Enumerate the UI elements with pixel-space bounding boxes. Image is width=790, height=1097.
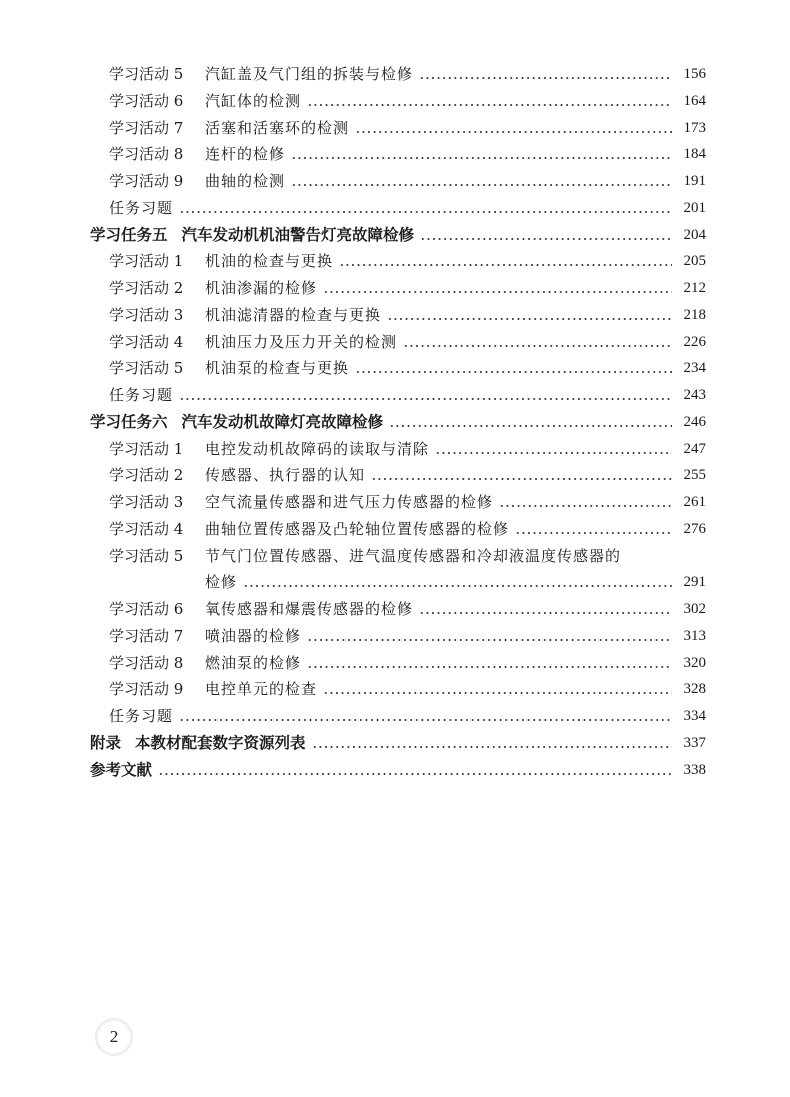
dot-leader xyxy=(420,238,672,240)
toc-entry-title: 电控单元的检查 xyxy=(205,680,318,699)
toc-entry-page: 201 xyxy=(683,199,706,216)
toc-entry[interactable] xyxy=(109,84,706,111)
toc-entry-page: 334 xyxy=(683,708,706,724)
toc-entry-page: 328 xyxy=(683,681,706,698)
toc-entry-title: 曲轴位置传感器及凸轮轴位置传感器的检修 xyxy=(205,519,510,538)
toc-entry-label: 学习活动 1 xyxy=(109,252,184,271)
toc-entry[interactable] xyxy=(109,57,706,84)
toc-entry-label: 学习活动 8 xyxy=(109,653,184,672)
toc-entry-page: 337 xyxy=(683,734,706,751)
toc-entry-label: 学习活动 8 xyxy=(109,145,184,164)
toc-entry-label: 学习活动 9 xyxy=(109,172,184,190)
dot-leader xyxy=(179,719,672,721)
dot-leader xyxy=(389,425,672,427)
toc-entry-title: 节气门位置传感器、进气温度传感器和冷却液温度传感器的 xyxy=(205,546,622,565)
page-number: 2 xyxy=(109,1027,119,1046)
toc-entry-title: 任务习题 xyxy=(109,707,174,725)
toc-entry-page: 164 xyxy=(683,92,706,109)
toc-entry-page: 191 xyxy=(683,173,706,189)
dot-leader xyxy=(435,452,672,454)
dot-leader xyxy=(291,157,672,159)
toc-entry[interactable] xyxy=(109,325,706,352)
dot-leader xyxy=(339,264,672,266)
dot-leader xyxy=(307,639,672,641)
dot-leader xyxy=(355,371,672,373)
toc-entry-title: 传感器、执行器的认知 xyxy=(205,466,366,485)
toc-entry-page: 204 xyxy=(683,226,706,243)
toc-entry-page: 184 xyxy=(683,146,706,163)
toc-entry-page: 156 xyxy=(683,66,706,82)
dot-leader xyxy=(179,398,672,400)
toc-entry-title: 氧传感器和爆震传感器的检修 xyxy=(205,600,414,618)
toc-entry-label: 学习活动 3 xyxy=(109,493,184,511)
toc-entry-page: 212 xyxy=(683,280,706,296)
toc-task-label: 学习任务五 xyxy=(90,224,168,244)
toc-references[interactable] xyxy=(90,753,706,780)
toc-appendix[interactable] xyxy=(90,726,706,753)
toc-task-title: 汽车发动机故障灯亮故障检修 xyxy=(181,411,384,431)
toc-entry-page: 313 xyxy=(683,627,706,644)
toc-entry[interactable] xyxy=(109,298,706,325)
dot-leader xyxy=(158,773,672,775)
toc-entry-title: 机油泵的检查与更换 xyxy=(205,359,350,378)
toc-task-label: 学习任务六 xyxy=(90,411,168,431)
toc-entry-label: 学习活动 7 xyxy=(109,626,184,645)
toc-entry-label: 学习活动 4 xyxy=(109,519,184,538)
dot-leader xyxy=(499,505,672,507)
dot-leader xyxy=(371,478,672,480)
toc-entry-label: 学习活动 6 xyxy=(109,600,184,618)
dot-leader xyxy=(515,532,672,534)
toc-entry-page: 205 xyxy=(683,253,706,270)
toc-entry-label: 学习活动 1 xyxy=(109,439,184,458)
toc-task-title: 汽车发动机机油警告灯亮故障检修 xyxy=(181,224,415,244)
toc-entry-page: 247 xyxy=(683,440,706,457)
dot-leader xyxy=(355,131,672,133)
toc-entry-label: 学习活动 2 xyxy=(109,279,184,297)
toc-entry-page: 276 xyxy=(683,520,706,537)
toc-entry-page: 255 xyxy=(683,467,706,484)
toc-entry-exercises[interactable] xyxy=(109,378,706,405)
toc-entry-title: 机油的检查与更换 xyxy=(205,252,334,271)
toc-entry-title: 任务习题 xyxy=(109,198,174,217)
toc-entry-label: 学习活动 9 xyxy=(109,680,184,699)
dot-leader xyxy=(307,666,672,668)
dot-leader xyxy=(323,291,672,293)
toc-entry-label: 学习活动 5 xyxy=(109,546,184,565)
toc-entry-title: 连杆的检修 xyxy=(205,145,286,164)
toc-entry-continued[interactable] xyxy=(205,565,706,592)
toc-entry-page: 243 xyxy=(683,387,706,403)
dot-leader xyxy=(307,104,672,106)
toc-entry[interactable] xyxy=(109,351,706,378)
toc-entry-label: 学习活动 5 xyxy=(109,65,184,83)
toc-entry[interactable] xyxy=(109,111,706,138)
toc-entry-page: 338 xyxy=(683,761,706,778)
toc-entry-page: 173 xyxy=(683,119,706,136)
toc-entry-page: 291 xyxy=(683,574,706,591)
dot-leader xyxy=(387,318,672,320)
toc-entry-page: 234 xyxy=(683,360,706,377)
toc-entry[interactable] xyxy=(109,271,706,298)
toc-entry[interactable] xyxy=(109,672,706,699)
dot-leader xyxy=(243,585,672,587)
toc-references-label: 参考文献 xyxy=(90,759,153,779)
toc-entry[interactable] xyxy=(109,646,706,673)
toc-task-heading[interactable] xyxy=(90,218,706,245)
toc-entry-label: 学习活动 3 xyxy=(109,305,184,324)
dot-leader xyxy=(419,77,672,79)
toc-entry-title: 燃油泵的检修 xyxy=(205,653,302,672)
toc-entry-title: 机油渗漏的检修 xyxy=(205,279,318,297)
toc-entry-title: 活塞和活塞环的检测 xyxy=(205,118,350,137)
toc-entry-page: 320 xyxy=(683,654,706,671)
toc-entry[interactable] xyxy=(109,458,706,485)
toc-entry-title: 机油滤清器的检查与更换 xyxy=(205,305,382,324)
toc-entry[interactable] xyxy=(109,432,706,459)
toc-entry-title: 曲轴的检测 xyxy=(205,172,286,190)
toc-entry[interactable] xyxy=(109,164,706,191)
dot-leader xyxy=(323,692,672,694)
toc-entry[interactable] xyxy=(109,512,706,539)
toc-entry[interactable] xyxy=(109,244,706,271)
toc-entry[interactable] xyxy=(109,619,706,646)
toc-entry-title: 喷油器的检修 xyxy=(205,626,302,645)
toc-entry[interactable] xyxy=(109,485,706,512)
toc-entry[interactable] xyxy=(109,137,706,164)
toc-entry-label: 学习活动 6 xyxy=(109,91,184,110)
dot-leader xyxy=(291,184,672,186)
toc-entry-page: 226 xyxy=(683,333,706,350)
toc-entry-page: 246 xyxy=(683,413,706,430)
toc-entry-title: 汽缸体的检测 xyxy=(205,91,302,110)
toc-entry-title: 电控发动机故障码的读取与清除 xyxy=(205,439,430,458)
toc-entry-label: 学习活动 7 xyxy=(109,118,184,137)
toc-entry-label: 学习活动 2 xyxy=(109,466,184,485)
dot-leader xyxy=(179,211,672,213)
toc-entry-exercises[interactable] xyxy=(109,191,706,218)
toc-task-label: 附录 xyxy=(90,732,122,752)
toc-entry-title: 机油压力及压力开关的检测 xyxy=(205,332,398,351)
toc-entry-title-continued: 检修 xyxy=(205,573,238,592)
toc-entry-title: 汽缸盖及气门组的拆装与检修 xyxy=(205,65,414,83)
toc-task-title: 本教材配套数字资源列表 xyxy=(135,732,306,752)
toc-task-heading[interactable] xyxy=(90,405,706,432)
toc-entry-exercises[interactable] xyxy=(109,699,706,726)
toc-entry-title: 任务习题 xyxy=(109,386,174,404)
toc-entry-label: 学习活动 4 xyxy=(109,332,184,351)
toc-entry[interactable] xyxy=(109,592,706,619)
page-number-badge xyxy=(95,1018,133,1056)
toc-entry-title: 空气流量传感器和进气压力传感器的检修 xyxy=(205,493,494,511)
dot-leader xyxy=(403,345,672,347)
toc-entry[interactable] xyxy=(109,539,706,566)
toc-entry-page: 218 xyxy=(683,306,706,323)
dot-leader xyxy=(419,612,672,614)
toc-entry-page: 302 xyxy=(683,601,706,617)
dot-leader xyxy=(312,746,672,748)
toc-entry-page: 261 xyxy=(683,494,706,510)
toc-entry-label: 学习活动 5 xyxy=(109,359,184,378)
